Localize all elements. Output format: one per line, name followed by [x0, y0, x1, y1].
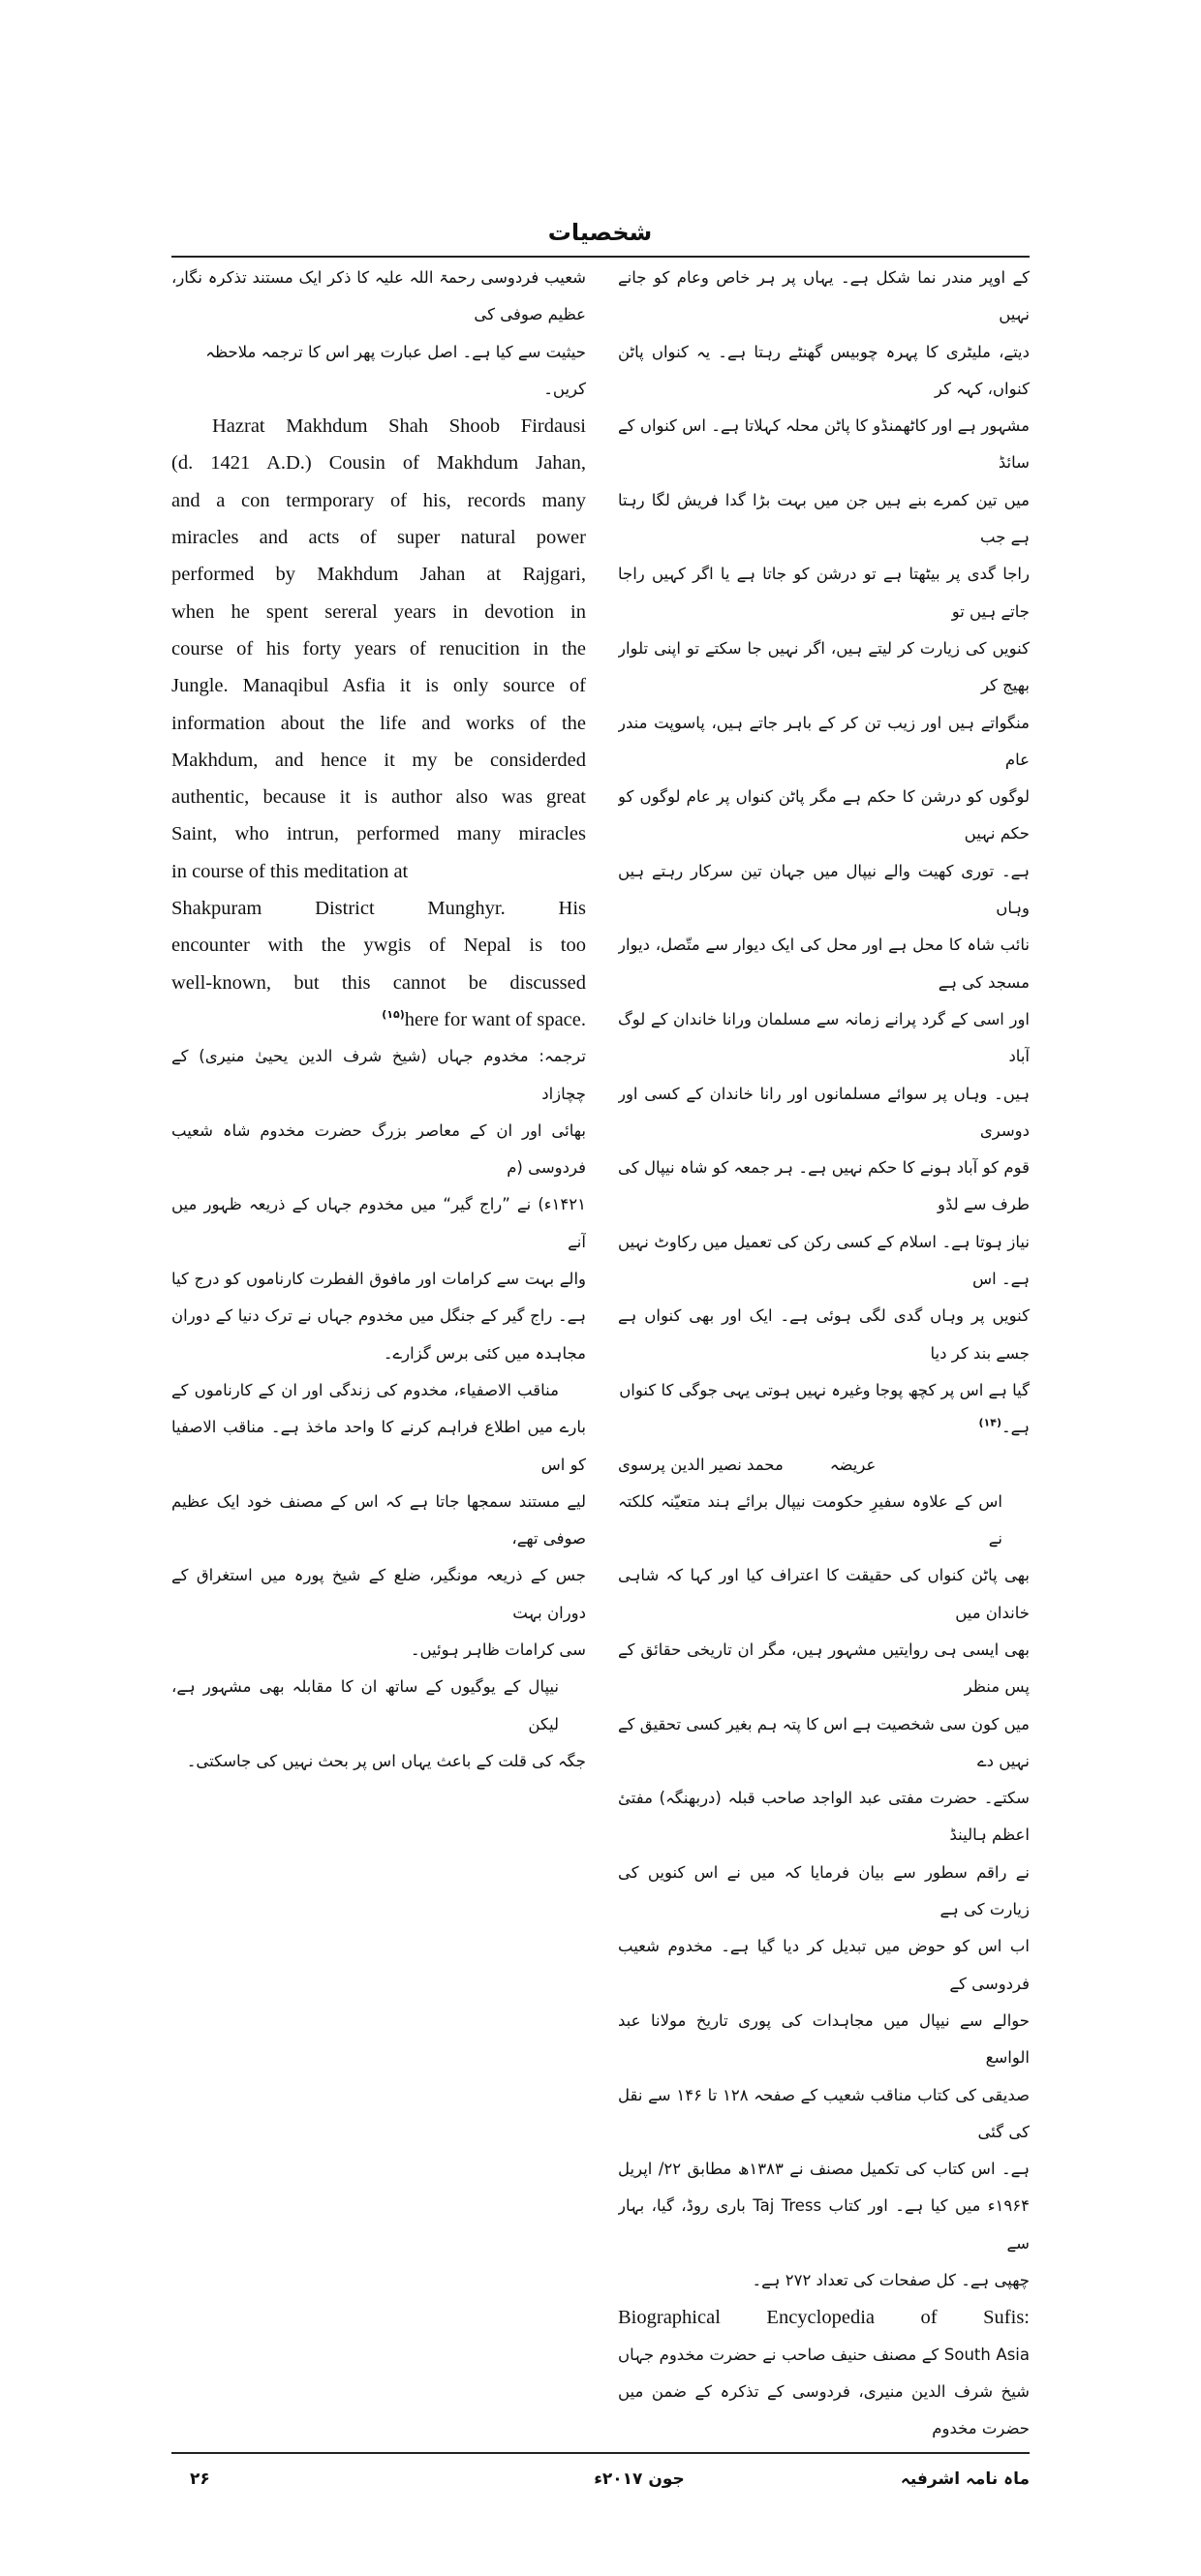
text-line — [171, 890, 586, 927]
text-line — [171, 260, 586, 334]
text-line — [171, 1632, 586, 1669]
line-text: Saint, who intrun, performed many miracles — [171, 823, 586, 845]
line-text: ہے۔ توری کھیت والے نیپال میں جہان تین سرکار رہتے ہیں وہاں — [618, 861, 1030, 918]
line-text: راجا گدی پر بیٹھتا ہے تو درشن کو جاتا ہے یا اگر کہیں راجا جاتے ہیں تو — [618, 565, 1030, 621]
line-text: here for want of space. — [404, 1008, 586, 1030]
issue-date: جون ۲۰۱۷ء — [594, 2469, 685, 2489]
text-line — [618, 1447, 1030, 1484]
line-text: information about the life and works of the — [171, 712, 586, 734]
text-line — [618, 927, 1030, 1001]
line-text: بھائی اور ان کے معاصر بزرگ حضرت مخدوم شاہ شعیب فردوسی (م — [171, 1120, 586, 1178]
text-line — [171, 1261, 586, 1298]
line-text: اور اسی کے گرد پرانے زمانہ سے مسلمان ورانا خاندان کے لوگ آباد — [618, 1009, 1030, 1066]
line-text: ہیں۔ وہاں پر سوائے مسلمانوں اور رانا خاندان کے کسی اور دوسری — [618, 1084, 1030, 1140]
columns — [171, 260, 1030, 2448]
text-line — [618, 1484, 1030, 1558]
text-line — [171, 1669, 586, 1743]
line-text: گیا ہے اس پر کچھ پوجا وغیرہ نہیں ہوتی یہی جوگی کا کنواں ہے۔ — [619, 1380, 1030, 1437]
line-text: course of his forty years of renucition in the — [171, 637, 586, 659]
footer — [171, 2460, 1030, 2499]
line-text: مناقب الاصفیاء، مخدوم کی زندگی اور ان کے کارناموں کے — [171, 1380, 559, 1399]
line-text: دیتے، ملیٹری کا پہرہ چوبیس گھنٹے رہتا ہے۔ یہ کنواں پاٹن کنواں، کہہ کر — [618, 342, 1030, 398]
line-text: جس کے ذریعہ مونگیر، ضلع کے شیخ پورہ میں استغراق کے دوران بہت — [171, 1566, 586, 1622]
line-text: لوگوں کو درشن کا حکم ہے مگر پاٹن کنواں پر عام لوگوں کو حکم نہیں — [618, 787, 1030, 843]
text-line — [171, 1335, 586, 1372]
line-text: South Asia کے مصنف حنیف صاحب نے حضرت مخدوم جہاں — [618, 2345, 1030, 2364]
line-text: encounter with the ywgis of Nepal is too — [171, 935, 586, 957]
line-text: ہے۔ اس کتاب کی تکمیل مصنف نے ۱۳۸۳ھ مطابق ۲۲/ اپریل — [618, 2160, 1030, 2179]
text-line — [171, 334, 586, 409]
line-text: ۱۹۶۴ء میں کیا ہے۔ اور کتاب Taj Tress باری روڈ، گیا، بہار سے — [618, 2196, 1030, 2253]
text-line — [171, 742, 586, 779]
text-line — [171, 594, 586, 630]
line-text: Makhdum, and hence it my be considerded — [171, 749, 586, 771]
text-line — [171, 1409, 586, 1484]
line-text: والے بہت سے کرامات اور مافوق الفطرت کارناموں کو درج کیا — [171, 1270, 586, 1289]
text-line — [618, 1928, 1030, 2003]
text-line — [618, 1298, 1030, 1372]
line-text: (d. 1421 A.D.) Cousin of Makhdum Jahan, — [171, 452, 586, 475]
text-line — [171, 1001, 586, 1038]
footnote-marker: (۱۴) — [978, 1416, 1001, 1429]
line-text: نائب شاہ کا محل ہے اور محل کی ایک دیوار سے متّصل، دیوار مسجد کی ہے — [618, 935, 1030, 992]
line-text: قوم کو آباد ہونے کا حکم نہیں ہے۔ ہر جمعہ کو شاہ نیپال کی طرف سے لڈو — [618, 1158, 1030, 1214]
line-text: Shakpuram District Munghyr. His — [171, 898, 586, 920]
text-line — [618, 2077, 1030, 2152]
text-line — [618, 2151, 1030, 2188]
text-line — [171, 1186, 586, 1261]
line-text: کنویں کی زیارت کر لیتے ہیں، اگر نہیں جا سکتے تو اپنی تلوار بھیج کر — [618, 638, 1030, 695]
line-text: miracles and acts of super natural power — [171, 527, 586, 549]
text-line — [618, 408, 1030, 482]
line-text: ترجمہ: مخدوم جہاں (شیخ شرف الدین یحییٰ منیری) کے چچازاد — [171, 1047, 586, 1103]
line-text: ہے۔ راج گیر کے جنگل میں مخدوم جہاں نے ترک دنیا کے دوران — [171, 1306, 586, 1326]
line-text: بارے میں اطلاع فراہم کرنے کا واحد ماخذ ہے۔ مناقب الاصفیا کو اس — [171, 1418, 586, 1474]
text-line — [171, 1038, 586, 1113]
text-line — [171, 779, 586, 815]
line-text: لیے مستند سمجھا جاتا ہے کہ اس کے مصنف خود ایک عظیم صوفی تھے، — [171, 1491, 586, 1549]
line-text: میں تین کمرے بنے ہیں جن میں بہت بڑا گدا فریش لگا رہتا ہے جب — [618, 490, 1030, 547]
line-text: بھی ایسی ہی روایتیں مشہور ہیں، مگر ان تاریخی حقائق کے پس منظر — [618, 1640, 1030, 1697]
line-text: منگواتے ہیں اور زیب تن کر کے باہر جاتے ہیں، پاسوپت مندر عام — [618, 713, 1030, 769]
text-line — [618, 2337, 1030, 2374]
line-text: Hazrat Makhdum Shah Shoob Firdausi — [212, 415, 586, 438]
text-line — [171, 927, 586, 964]
line-text: اب اس کو حوض میں تبدیل کر دیا گیا ہے۔ مخدوم شعیب فردوسی کے — [618, 1937, 1030, 1993]
text-line — [618, 853, 1030, 928]
line-text: کنویں پر وہاں گدی لگی ہوئی ہے۔ ایک اور بھی کنواں ہے جسے بند کر دیا — [618, 1306, 1030, 1363]
line-text: in course of this meditation at — [171, 860, 409, 882]
line-text: Biographical Encyclopedia of Sufis: — [618, 2307, 1030, 2329]
text-line — [618, 1001, 1030, 1076]
line-text: بھی پاٹن کنواں کی حقیقت کا اعتراف کیا اور کہا کہ شاہی خاندان میں — [618, 1566, 1030, 1622]
line-text: and a con termporary of his, records many — [171, 489, 586, 511]
line-text: authentic, because it is author also was great — [171, 786, 586, 809]
line-text: میں کون سی شخصیت ہے اس کا پتہ ہم بغیر کسی تحقیق کے نہیں دے — [618, 1714, 1030, 1770]
text-line — [618, 2299, 1030, 2336]
text-line — [171, 519, 586, 556]
left-column — [171, 260, 586, 1780]
line-text: performed by Makhdum Jahan at Rajgari, — [171, 564, 586, 586]
footnote-marker: (۱۵) — [382, 1008, 405, 1022]
footer-rule — [171, 2452, 1030, 2454]
text-line — [171, 1372, 586, 1409]
line-text: well-known, but this cannot be discussed — [171, 971, 586, 994]
line-text: شعیب فردوسی رحمۃ اللہ علیہ کا ذکر ایک مستند تذکرہ نگار، عظیم صوفی کی — [171, 268, 586, 324]
text-line — [618, 2262, 1030, 2299]
line-text: حوالے سے نیپال میں مجاہدات کی پوری تاریخ مولانا عبد الواسع — [618, 2010, 1030, 2068]
text-line — [171, 1557, 586, 1632]
text-line — [171, 445, 586, 481]
signature-name: محمد نصیر الدین پرسوی — [618, 1455, 784, 1474]
line-text: ۱۴۲۱ء) نے ”راج گیر“ میں مخدوم جہاں کے ذریعہ ظہور میں آنے — [171, 1195, 586, 1251]
line-text: when he spent sereral years in devotion in — [171, 600, 586, 623]
line-text: کے اوپر مندر نما شکل ہے۔ یہاں پر ہر خاص وعام کو جانے نہیں — [618, 268, 1030, 324]
line-text: نیاز ہوتا ہے۔ اسلام کے کسی رکن کی تعمیل میں رکاوٹ نہیں ہے۔ اس — [618, 1232, 1030, 1289]
text-line — [171, 853, 586, 890]
line-text: سی کرامات ظاہر ہوئیں۔ — [410, 1640, 586, 1659]
page-number: ۲۶ — [190, 2469, 210, 2489]
line-text: نیپال کے یوگیوں کے ساتھ ان کا مقابلہ بھی مشہور ہے، لیکن — [171, 1677, 559, 1733]
text-line — [618, 482, 1030, 557]
text-line — [171, 965, 586, 1001]
text-line — [171, 1484, 586, 1558]
text-line — [171, 1743, 586, 1780]
header-rule — [171, 256, 1030, 258]
text-line — [618, 1372, 1030, 1447]
text-line — [171, 815, 586, 852]
text-line — [618, 705, 1030, 780]
text-line — [171, 556, 586, 593]
text-line — [618, 1224, 1030, 1299]
line-text: مشہور ہے اور کاٹھمنڈو کا پاٹن محلہ کہلاتا ہے۔ اس کنواں کے سائڈ — [618, 416, 1030, 473]
text-line — [618, 260, 1030, 334]
text-line — [618, 334, 1030, 409]
signature-label: عریضہ — [829, 1455, 877, 1474]
text-line — [618, 2374, 1030, 2448]
text-line — [171, 482, 586, 519]
text-line — [171, 705, 586, 742]
text-line — [618, 2188, 1030, 2262]
text-line — [618, 1855, 1030, 1929]
text-line — [171, 630, 586, 667]
line-text: شیخ شرف الدین منیری، فردوسی کے تذکرہ کے ضمن میں حضرت مخدوم — [618, 2381, 1030, 2438]
line-text: صدیقی کی کتاب مناقب شعیب کے صفحہ ۱۲۸ تا ۱۴۶ سے نقل کی گئی — [618, 2085, 1030, 2141]
line-text: سکتے۔ حضرت مفتی عبد الواجد صاحب قبلہ (دربھنگہ) مفتیٔ اعظم ہالینڈ — [618, 1789, 1030, 1845]
text-line — [618, 779, 1030, 853]
line-text: چھپی ہے۔ کل صفحات کی تعداد ۲۷۲ ہے۔ — [752, 2271, 1030, 2290]
text-line — [171, 408, 586, 445]
line-text: حیثیت سے کیا ہے۔ اصل عبارت پھر اس کا ترجمہ ملاحظہ کریں۔ — [205, 342, 586, 398]
line-text: اس کے علاوہ سفیرِ حکومت نیپال برائے ہند متعیّنہ کلکتہ نے — [618, 1491, 1002, 1549]
line-text: Jungle. Manaqibul Asfia it is only source of — [171, 675, 586, 697]
magazine-name: ماہ نامہ اشرفیہ — [900, 2469, 1030, 2489]
text-line — [618, 1150, 1030, 1224]
line-text: جگہ کی قلت کے باعث یہاں اس پر بحث نہیں کی جاسکتی۔ — [186, 1751, 586, 1770]
page-title: شخصیات — [547, 219, 653, 246]
text-line — [618, 1780, 1030, 1855]
text-line — [171, 667, 586, 704]
text-line — [618, 1632, 1030, 1706]
right-column — [618, 260, 1030, 2448]
text-line — [171, 1113, 586, 1187]
text-line — [618, 1706, 1030, 1781]
text-line — [171, 1298, 586, 1334]
text-line — [618, 1076, 1030, 1150]
text-line — [618, 556, 1030, 630]
text-line — [618, 2003, 1030, 2077]
text-line — [618, 630, 1030, 705]
text-line — [618, 1557, 1030, 1632]
line-text: مجاہدہ میں کئی برس گزارے۔ — [383, 1343, 586, 1363]
line-text: نے راقم سطور سے بیان فرمایا کہ میں نے اس کنویں کی زیارت کی ہے — [618, 1862, 1030, 1919]
page-body — [171, 260, 1030, 2576]
